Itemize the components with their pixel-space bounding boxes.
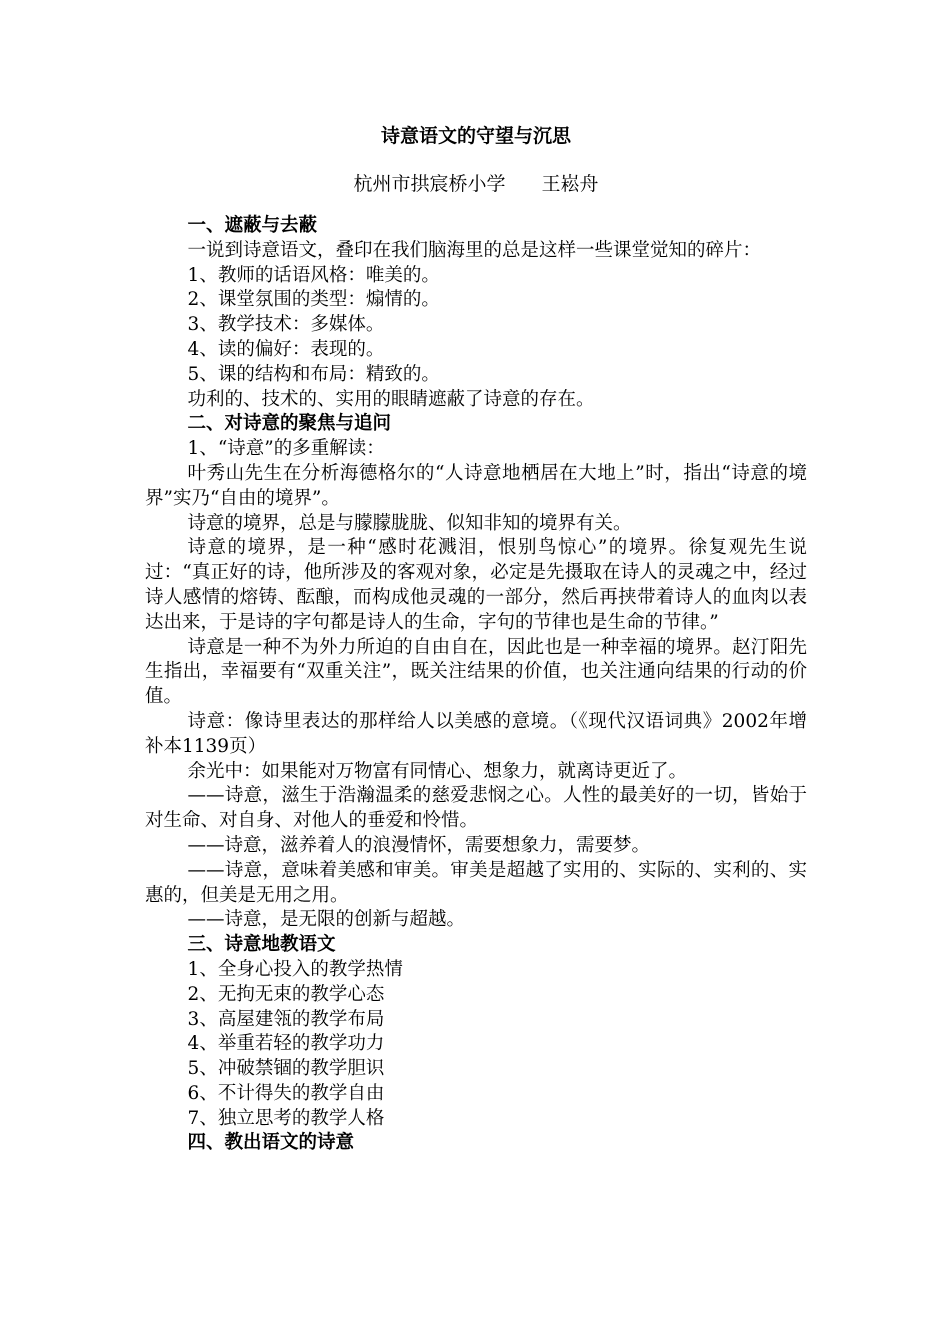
section-heading: 三、诗意地教语文 [187,934,336,956]
paragraph: ——诗意，意味着美感和审美。审美是超越了实用的、实际的、实利的、实惠的，但美是无用之用。 [145,859,807,906]
paragraph: ——诗意，滋生于浩瀚温柔的慈爱悲悯之心。人性的最美好的一切，皆始于对生命、对自身、对他人的垂爱和怜惜。 [145,785,807,832]
paragraph: 一说到诗意语文，叠印在我们脑海里的总是这样一些课堂觉知的碎片： [187,239,762,261]
paragraph: 余光中：如果能对万物富有同情心、想象力，就离诗更近了。 [187,760,688,782]
paragraph: ——诗意，滋养着人的浪漫情怀，需要想象力，需要梦。 [187,834,651,856]
paragraph: ——诗意，是无限的创新与超越。 [187,909,466,931]
list-item: 7、独立思考的教学人格 [187,1107,385,1129]
subheading: 1、“诗意”的多重解读： [187,438,385,460]
author-name: 王崧舟 [541,173,599,195]
list-item: 2、无拘无束的教学心态 [187,983,385,1005]
paragraph: 诗意的境界，是一种“感时花溅泪，恨别鸟惊心”的境界。徐复观先生说过：“真正好的诗，他所涉及的客观对象，必定是先摄取在诗人的灵魂之中，经过诗人感情的熔铸、酝酿，而构成他灵魂的一部分，然后再挟带着诗人的血肉以表达出来，于是诗的字句都是诗人的生命，字句的节律也是生命的节律。” [145,537,807,633]
paragraph: 诗意：像诗里表达的那样给人以美感的意境。（《现代汉语词典》2002年增补本1139页） [145,710,807,757]
section-heading: 一、遮蔽与去蔽 [187,215,318,236]
document-title: 诗意语文的守望与沉思 [380,125,571,147]
list-item: 3、教学技术：多媒体。 [187,314,385,336]
list-item: 4、读的偏好：表现的。 [187,338,385,360]
list-item: 2、课堂氛围的类型：煽情的。 [187,289,440,311]
list-item: 3、高屋建瓴的教学布局 [187,1008,385,1030]
list-item: 6、不计得失的教学自由 [187,1082,385,1104]
list-item: 4、举重若轻的教学功力 [187,1033,385,1055]
section-heading: 二、对诗意的聚焦与追问 [187,413,392,435]
author-line [145,166,807,202]
paragraph: 叶秀山先生在分析海德格尔的“人诗意地栖居在大地上”时，指出“诗意的境界”实乃“自由的境界”。 [145,462,807,509]
paragraph: 诗意是一种不为外力所迫的自由自在，因此也是一种幸福的境界。赵汀阳先生指出，幸福要有“双重关注”，既关注结果的价值，也关注通向结果的行动的价值。 [145,636,807,708]
list-item: 5、冲破禁锢的教学胆识 [187,1058,385,1080]
list-item: 5、课的结构和布局：精致的。 [187,363,440,385]
author-school: 杭州市拱宸桥小学 [353,173,506,195]
list-item: 1、教师的话语风格：唯美的。 [187,264,440,286]
document-page [145,118,807,1156]
section-heading: 四、教出语文的诗意 [187,1132,355,1154]
paragraph: 功利的、技术的、实用的眼睛遮蔽了诗意的存在。 [187,388,595,410]
paragraph: 诗意的境界，总是与朦朦胧胧、似知非知的境界有关。 [187,512,632,534]
list-item: 1、全身心投入的教学热情 [187,958,403,980]
